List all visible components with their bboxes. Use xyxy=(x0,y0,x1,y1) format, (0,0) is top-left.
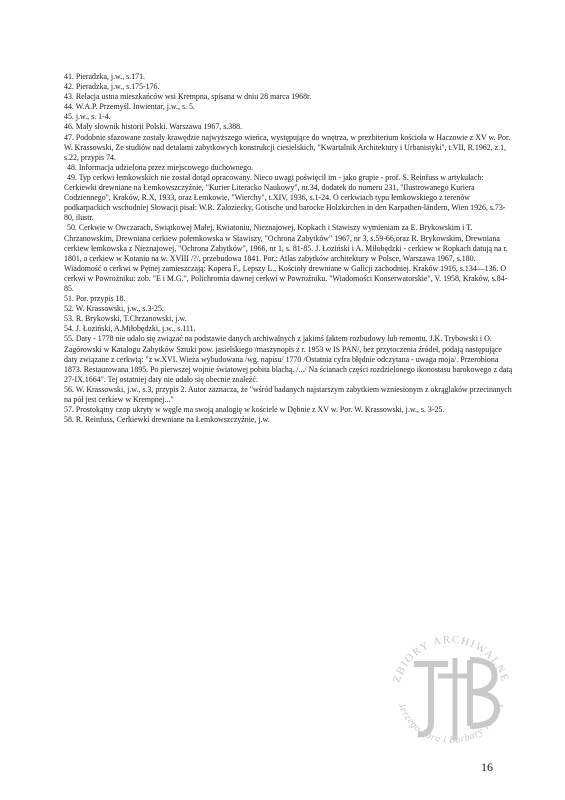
footnote-51: 51. Por. przypis 18. xyxy=(64,294,126,304)
footnote-50: 50. Cerkwie w Owczarach, Swiątkowej Małej, Kwiatoniu, Nieznajowej, Kopkach i Stawiszy wymieniam za E. Brykowskim i T. Chrzanowskim, Drewniana cerkiew połemkowska w Stawiszy, "Ochrona Zabytków" 1967, nr 3, s.59-66,oraz R. Brykowskim, Drewniana cerkiew łemkowska z Nieznajowej, "Ochrona Zabytków", 1966, nr 1, s. 81-85. J. Łoziński i A. Miłobędzki - cerkiew w Ropkach datują na r. 1801, a cerkiew w Kotaniu na w. XVIII /?/, przebudowa 1841. Por.: Atlas zabytków architektury w Polsce, Warszawa 1967, s.180. Wiadomość o cerkwi w Pętnej zamieszczają: Kopera F., Lepszy L., Kościoły drewniane w Galicji zachodniej. Kraków 1916, s.134—136. O cerkwi w Powroźniku: zob. "E i M.G.", Polichromia dawnej cerkwi w Powroźniku. "Wiadomości Konserwatorskie", V. 1958, Kraków, s.84-85. xyxy=(64,223,508,293)
stamp-lettering xyxy=(391,634,511,746)
footnote-57: 57. Prostokątny czop ukryty w węgle ma swoją analogię w kościele w Dębnie z XV w. Por. W. Krassowski, j.w., s. 3-25. xyxy=(64,405,445,415)
footnote-41: 41. Pieradzka, j.w., s.171. xyxy=(64,72,146,81)
footnote-44: 44. W.A.P. Przemyśl. Inwientar, j.w., s. 5. xyxy=(64,102,195,112)
footnotes-list xyxy=(64,72,514,425)
archive-stamp xyxy=(376,618,526,768)
footnote-42: 42. Pieradzka, j.w., s.175-176. xyxy=(64,82,160,92)
footnote-58: 58. R. Reinfuss, Cerkiewki drewniane na Łemkowszczyźnie, j.w. xyxy=(64,415,270,425)
footnote-49: 49. Typ cerkwi łemkowskich nie został dotąd opracowany. Nieco uwagi poświęcił im - jako grupie - prof. S. Reinfuss w artykułach: Cerkiewki drewniane na Łemkowszczyźnie, "Kurier Literacko Naukowy", nr.34, dodatek do numeru 231, "Ilustrowanego Kuriera Codziennego", Kraków, R.X, 1933, oraz Łemkowie, "Wierchy", t.XIV, 1936, s.1-24. O cerkwiach typu łemkowskiego z terenów podkarpackich wschodniej Słowacji pisał: W.R. Zaloziecky, Gotische und barocke Holzkirchen in den Karpathen-ländern, Wien 1926, s.73-80, ilustr. xyxy=(64,172,506,223)
footnote-46: 46. Mały słownik historii Polski. Warszawa 1967, s.388. xyxy=(64,122,243,132)
footnote-56: 56. W. Krassowski, j.w., s.3, przypis 2. Autor zaznacza, że "wśród badanych najstarszym zabytkiem wzniesionym z okrąglaków przecinanych na pół jest cerkiew w Krempnej..." xyxy=(64,384,512,404)
footnote-55: 55. Daty - 1778 nie udało się związać na podstawie danych archiwalnych z jakimś faktem rozbudowy lub remontu. J.K. Trybowski i O. Zagórowski w Katalogu Zabytków Sztuki pow. jasielskiego /maszynopis z r. 1953 w IS PAN/, bez przytoczenia źródeł, podają następujące daty związane z cerkwią: "z w.XVI. Wieża wybudowana /wg. napisu/ 1770 /Ostatnia cyfra błędnie odczytana - uwaga moja/. Przerobiona 1873. Restaurowana 1895. Po pierwszej wojnie światowej pobita blachą. /.../ Na ścianach części rozdzielonego ikonostasu barokowego z datą 27-IX.1664". Tej ostatniej daty nie udało się obecnie znaleźć. xyxy=(64,334,513,384)
footnote-48: 48. Informacja udzielona przez miejscowego duchownego. xyxy=(67,162,254,172)
footnote-45: 45. j.w., s. 1-4. xyxy=(64,112,111,122)
footnote-43: 43. Relacja ustna mieszkańców wsi Krempna, spisana w dniu 28 marca 1968r. xyxy=(64,92,312,102)
footnote-53: 53. R. Brykowski, T.Chrzanowski, j.w. xyxy=(64,314,187,324)
svg-text:ZBIORY ARCHIWALNE: ZBIORY ARCHIWALNE xyxy=(390,633,512,685)
footnote-54: 54. J. Łoziński, A.Miłobędzki, j.w., s.111. xyxy=(64,324,196,334)
page-number: 16 xyxy=(481,760,493,774)
footnote-47: 47. Podobnie sfazowane zostały krawędzie najwyższego wieńca, występujące do wnętrza, w prezbiterium kościoła w Haczowie z XV w. Por. W. Krassowski, Ze studiów nad detalami zabytkowych konstrukcji ciesielskich, "Kwartalnik Architektury i Urbanistyki", t.VII, R.1962, z.1, s.22, przypis 74. xyxy=(64,132,511,162)
svg-text:Jerzego Tura i Barbary Tondos: Jerzego Tura i Barbary Tondos xyxy=(395,701,507,747)
footnote-52: 52. W. Krassowski, j.w., s.3-25. xyxy=(64,304,164,314)
